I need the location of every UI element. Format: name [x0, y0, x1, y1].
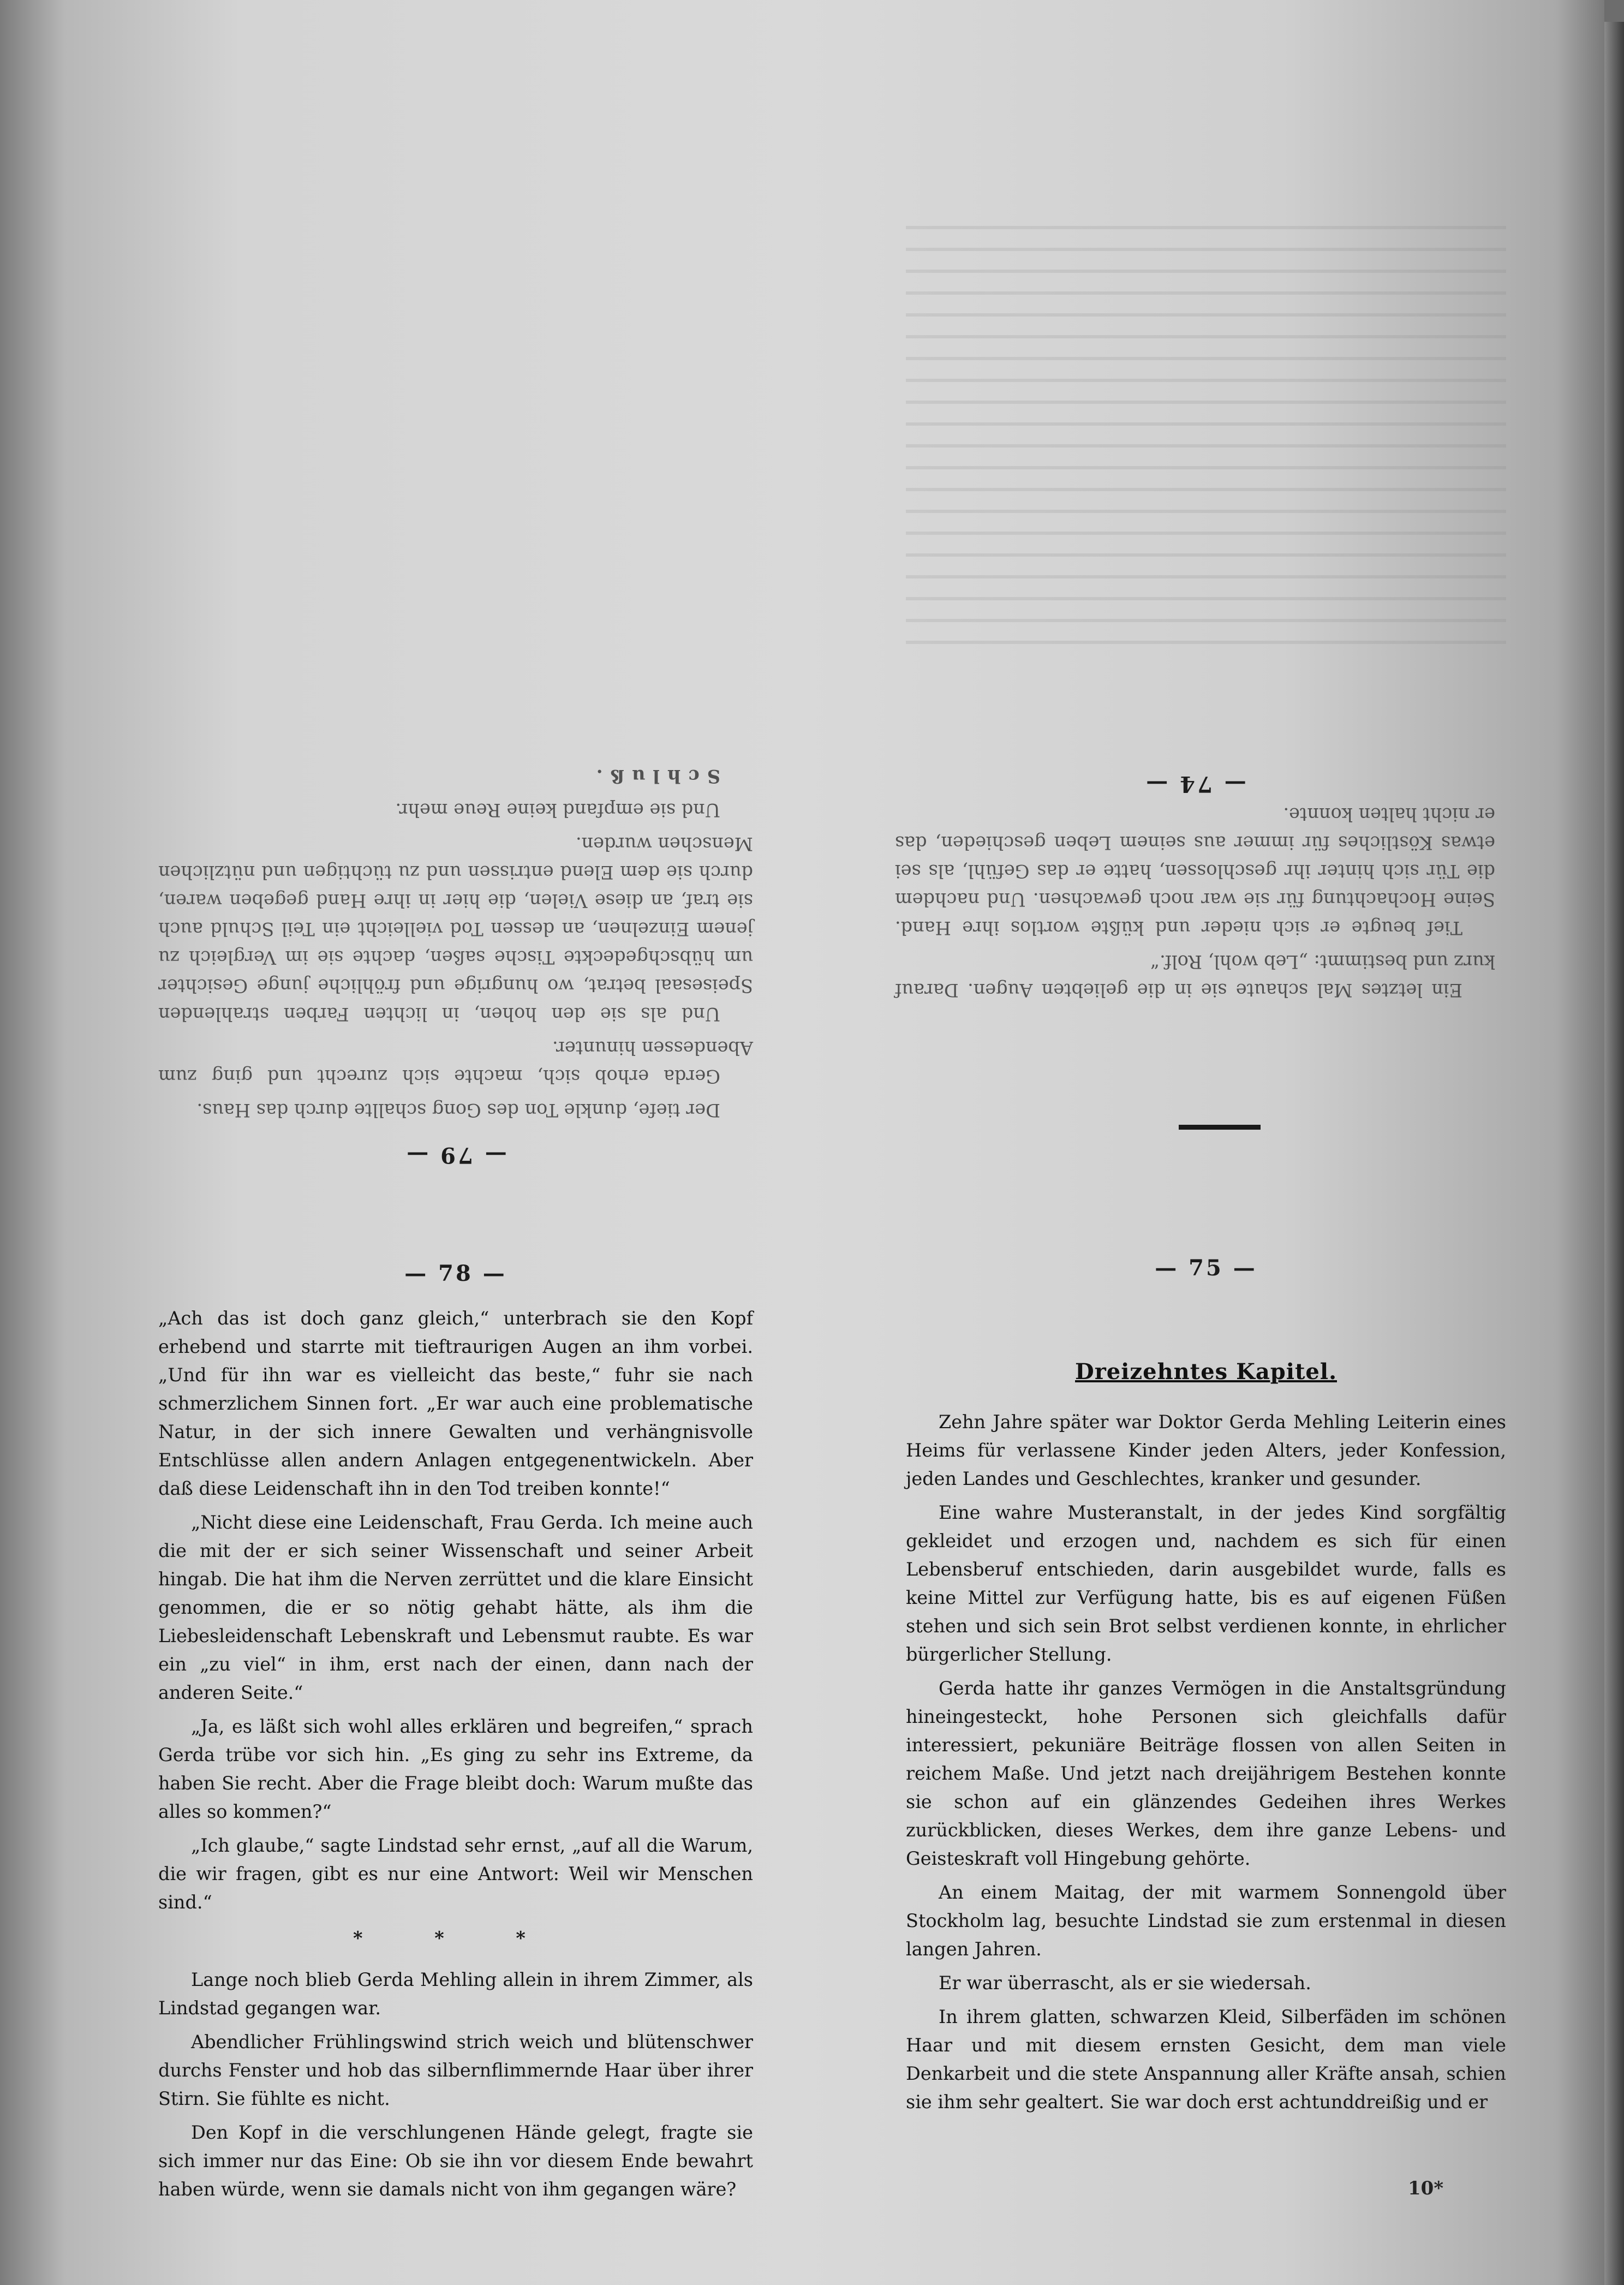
paragraph: „Nicht diese eine Leidenschaft, Frau Gerda. Ich meine auch die mit der er sich seiner Wissenschaft und seiner Arbeit hingab. Die hat ihm die Nerven zerrüttet und die klare Einsicht genommen, die er so nötig gehabt hätte, als ihm die Liebesleidenschaft Lebenskraft und Lebensmut raubte. Es war ein „zu viel“ in ihm, erst nach der einen, dann nach der anderen Seite.“ — [158, 1512, 753, 1703]
paragraph: „Ich glaube,“ sagte Lindstad sehr ernst, „auf all die Warum, die wir fragen, gibt es nur eine Antwort: Weil wir Menschen sind.“ — [158, 1835, 753, 1913]
chapter-title: Dreizehntes Kapitel. — [1075, 1359, 1337, 1385]
paragraph: Gerda erhob sich, machte sich zurecht und ging zum Abendessen hinunter. — [158, 1037, 753, 1087]
paragraph: „Ja, es läßt sich wohl alles erklären und begreifen,“ sprach Gerda trübe vor sich hin. „Es ging zu sehr ins Extreme, da haben Sie recht. Aber die Frage bleibt doch: Warum mußte das alles so kommen?“ — [158, 1716, 753, 1822]
page-78-text — [158, 1304, 753, 2209]
paragraph: An einem Maitag, der mit warmem Sonnengold über Stockholm lag, besuchte Lindstad sie zum erstenmal in diesen langen Jahren. — [906, 1882, 1506, 1960]
paragraph: Der tiefe, dunkle Ton des Gong schallte durch das Haus. — [196, 1100, 720, 1121]
paragraph: Den Kopf in die verschlungenen Hände gelegt, fragte sie sich immer nur das Eine: Ob sie ihn vor diesem Ende bewahrt haben würde, wenn sie damals nicht von ihm gegangen wäre? — [158, 2122, 753, 2200]
page-79-upside-down — [158, 644, 753, 1168]
paragraph: Lange noch blieb Gerda Mehling allein in ihrem Zimmer, als Lindstad gegangen war. — [158, 1969, 753, 2019]
paragraph: Ein letztes Mal schaute sie in die geliebten Augen. Darauf kurz und bestimmt: „Leb wohl, Rolf.“ — [895, 951, 1495, 1001]
page-75-text — [906, 1408, 1506, 2122]
paragraph: Eine wahre Musteranstalt, in der jedes Kind sorgfältig gekleidet und erzogen und, nachdem es sich für einen Lebensberuf entschieden, darin ausgebildet wurde, falls es keine Mittel zur Verfügung hatte, bis es auf eigenen Füßen stehen und sich sein Brot selbst verdienen konnte, in ehrlicher bürgerlicher Stellung. — [906, 1502, 1506, 1665]
page-74-text — [895, 795, 1495, 1004]
paragraph: In ihrem glatten, schwarzen Kleid, Silberfäden im schönen Haar und mit diesem ernsten Gesicht, dem man viele Denkarbeit und die stete Anspannung aller Kräfte ansah, schien sie ihm sehr gealtert. Sie war doch erst achtunddreißig und er — [906, 2006, 1506, 2113]
bleed-through-texture — [906, 207, 1506, 644]
paragraph: „Ach das ist doch ganz gleich,“ unterbrach sie den Kopf erhebend und starrte mit tieftraurigen Augen an ihm vorbei. „Und für ihn war es vielleicht das beste,“ fuhr sie nach schmerzlichem Sinnen fort. „Er war auch eine problematische Natur, in der sich innere Gewalten und verhängnisvolle Entschlüsse allen andern Anlagen entgegenentwickeln. Aber daß diese Leidenschaft ihn in den Tod treiben konnte!“ — [158, 1308, 753, 1499]
end-rule — [1179, 1125, 1261, 1130]
page-79-text — [158, 756, 753, 1124]
closing-word: Schluß. — [588, 766, 720, 787]
printer-signature: 10* — [1408, 2177, 1444, 2199]
section-separator: * * * — [353, 1928, 558, 1949]
paragraph: Gerda hatte ihr ganzes Vermögen in die Anstaltsgründung hineingesteckt, hohe Personen sich gleichfalls dafür interessiert, pekuniäre Beiträge flossen von allen Seiten in reichem Maße. Und jetzt nach dreijährigem Bestehen konnte sie schon auf ein glänzendes Gedeihen ihres Werkes zurückblicken, dieses Werkes, dem ihre ganze Lebens- und Geisteskraft voll Hingebung gehörte. — [906, 1678, 1506, 1869]
paragraph: Tief beugte er sich nieder und küßte wortlos ihre Hand. Seine Hochachtung für sie war noch gewachsen. Und nachdem die Tür sich hinter ihr geschlossen, hatte er das Gefühl, als sei etwas Köstliches für immer aus seinem Leben geschieden, das er nicht halten konnte. — [895, 804, 1495, 939]
paragraph: Zehn Jahre später war Doktor Gerda Mehling Leiterin eines Heims für verlassene Kinder jeden Alters, jeder Konfession, jeden Landes und Geschlechtes, kranker und gesunder. — [906, 1411, 1506, 1489]
paragraph: Er war überrascht, als er sie wiedersah. — [939, 1972, 1311, 1994]
paragraph: Und als sie den hohen, in lichten Farben strahlenden Speisesaal betrat, wo hungrige und fröhliche junge Gesichter um hübschgedeckte Tische saßen, dachte sie im Vergleich zu jenem Einzelnen, an dessen Tod vielleicht ein Teil Schuld auch sie traf, an diese Vielen, die hier in ihre Hand gegeben waren, durch sie dem Elend entrissen und zu tüchtigen und nützlichen Menschen wurden. — [158, 833, 753, 1025]
page-number-75: — 75 — — [1155, 1255, 1257, 1281]
paragraph: Und sie empfand keine Reue mehr. — [395, 800, 720, 821]
page-number-79: — 79 — — [404, 1142, 507, 1168]
paragraph: Abendlicher Frühlingswind strich weich und blütenschwer durchs Fenster und hob das silbernflimmernde Haar über ihrer Stirn. Sie fühlte es nicht. — [158, 2031, 753, 2109]
page-74-upside-down — [895, 759, 1495, 1130]
page-number-78: — 78 — — [404, 1261, 507, 1286]
page-number-74: — 74 — — [1144, 771, 1246, 797]
